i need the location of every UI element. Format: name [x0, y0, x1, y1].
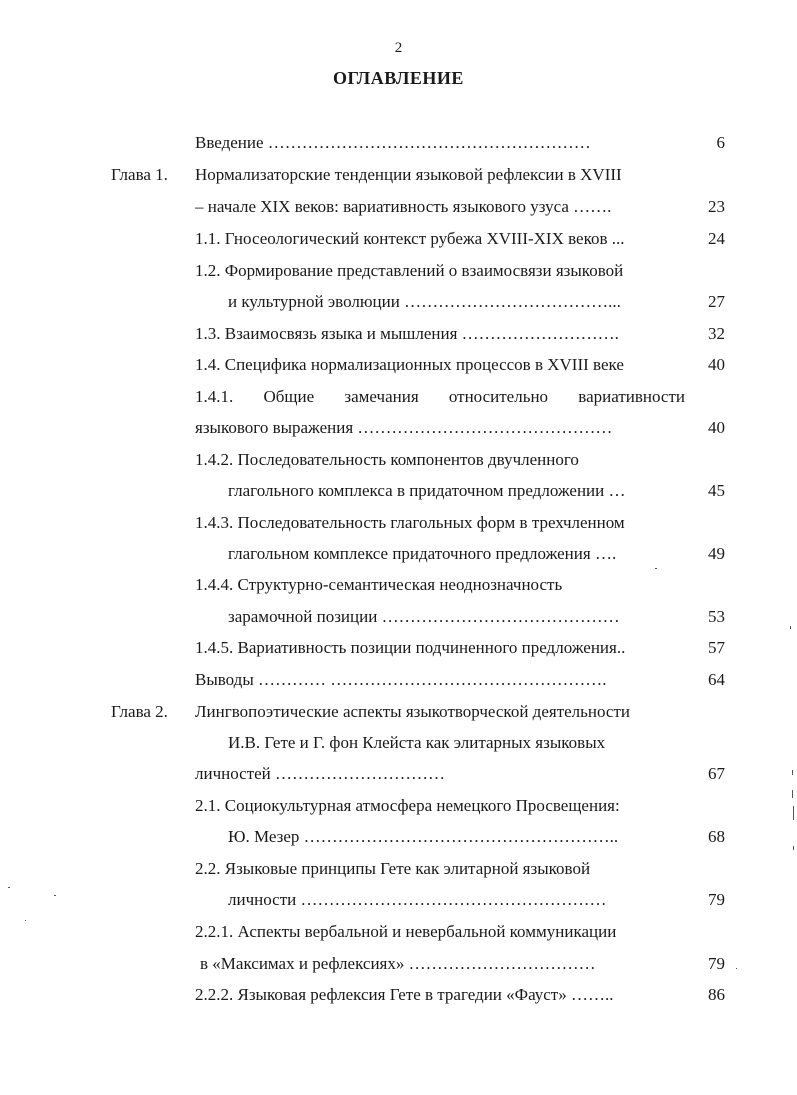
scan-speck	[736, 968, 737, 969]
toc-entry-text: 1.4.3. Последовательность глагольных форм в трехчленном	[195, 513, 625, 532]
toc-entry-page: 6	[716, 133, 725, 152]
toc-entry-page: 57	[708, 638, 725, 657]
toc-entry-text: 2.2.1. Аспекты вербальной и невербальной коммуникации	[195, 922, 617, 941]
scan-speck	[792, 790, 793, 798]
toc-entry-text: и культурной эволюции ………………………………...	[228, 292, 621, 311]
toc-entry-text: 1.3. Взаимосвязь языка и мышления ……………………….	[195, 324, 619, 343]
toc-entry-text: глагольного комплекса в придаточном предложении …	[228, 481, 626, 500]
chapter-label: Глава 1.	[111, 165, 168, 184]
scan-speck	[8, 887, 10, 888]
toc-entry-text: личности ………………………………………………	[228, 890, 607, 909]
toc-entry-text: 1.2. Формирование представлений о взаимосвязи языковой	[195, 261, 624, 280]
toc-entry-text: личностей …………………………	[195, 764, 446, 783]
toc-entry-page: 64	[708, 670, 725, 689]
chapter-label: Глава 2.	[111, 702, 168, 721]
scan-speck	[792, 770, 793, 775]
toc-entry-page: 23	[708, 197, 725, 216]
toc-entry-page: 68	[708, 827, 725, 846]
toc-entry-text: Введение …………………………………………………	[195, 133, 591, 152]
toc-entry-page: 79	[708, 890, 725, 909]
toc-entry-text: 1.4.1. Общие замечания относительно вариативности	[195, 387, 685, 406]
toc-entry-page: 40	[708, 355, 725, 374]
toc-entry-text: 1.4.5. Вариативность позиции подчиненного предложения..	[195, 638, 626, 657]
toc-entry-text: глагольном комплексе придаточного предложения ….	[228, 544, 617, 563]
toc-entry-text: 2.2. Языковые принципы Гете как элитарной языковой	[195, 859, 591, 878]
toc-entry-page: 67	[708, 764, 725, 783]
scan-speck	[54, 895, 56, 896]
toc-entry-text: – начале XIX веков: вариативность языкового узуса …….	[195, 197, 612, 216]
page-number: 2	[394, 40, 403, 56]
page-title: ОГЛАВЛЕНИЕ	[333, 68, 464, 88]
toc-entry-text: зарамочной позиции ……………………………………	[228, 607, 620, 626]
toc-entry-text: 1.4.2. Последовательность компонентов двучленного	[195, 450, 579, 469]
scan-speck	[25, 920, 26, 921]
toc-entry-page: 49	[708, 544, 725, 563]
toc-entry-page: 86	[708, 985, 725, 1004]
scan-speck	[655, 568, 657, 569]
toc-entry-page: 32	[708, 324, 725, 343]
toc-entry-page: 27	[708, 292, 725, 311]
toc-entry-text: 2.1. Социокультурная атмосфера немецкого Просвещения:	[195, 796, 620, 815]
toc-entry-page: 45	[708, 481, 725, 500]
scan-speck	[793, 846, 794, 850]
toc-entry-text: языкового выражения ………………………………………	[195, 418, 613, 437]
toc-entry-page: 53	[708, 607, 725, 626]
toc-entry-text: Лингвопоэтические аспекты языкотворческой деятельности	[195, 702, 630, 721]
toc-entry-text: 2.2.2. Языковая рефлексия Гете в трагедии «Фауст» ……..	[195, 985, 614, 1004]
scan-speck	[793, 806, 794, 820]
toc-entry-page: 79	[708, 954, 725, 973]
toc-entry-text: в «Максимах и рефлексиях» ……………………………	[200, 954, 596, 973]
toc-entry-text: Ю. Мезер ………………………………………………..	[228, 827, 619, 846]
toc-entry-text: 1.1. Гносеологический контекст рубежа XVIII-XIX веков ...	[195, 229, 625, 248]
toc-entry-text: Выводы ………… ………………………………………….	[195, 670, 607, 689]
toc-entry-text: 1.4. Специфика нормализационных процессов в XVIII веке	[195, 355, 624, 374]
toc-entry-text: Нормализаторские тенденции языковой рефлексии в XVIII	[195, 165, 622, 184]
toc-entry-text: 1.4.4. Структурно-семантическая неоднозначность	[195, 575, 563, 594]
toc-entry-page: 40	[708, 418, 725, 437]
toc-entry-page: 24	[708, 229, 725, 248]
toc-entry-text: И.В. Гете и Г. фон Клейста как элитарных языковых	[228, 733, 606, 752]
scan-speck	[790, 626, 791, 629]
